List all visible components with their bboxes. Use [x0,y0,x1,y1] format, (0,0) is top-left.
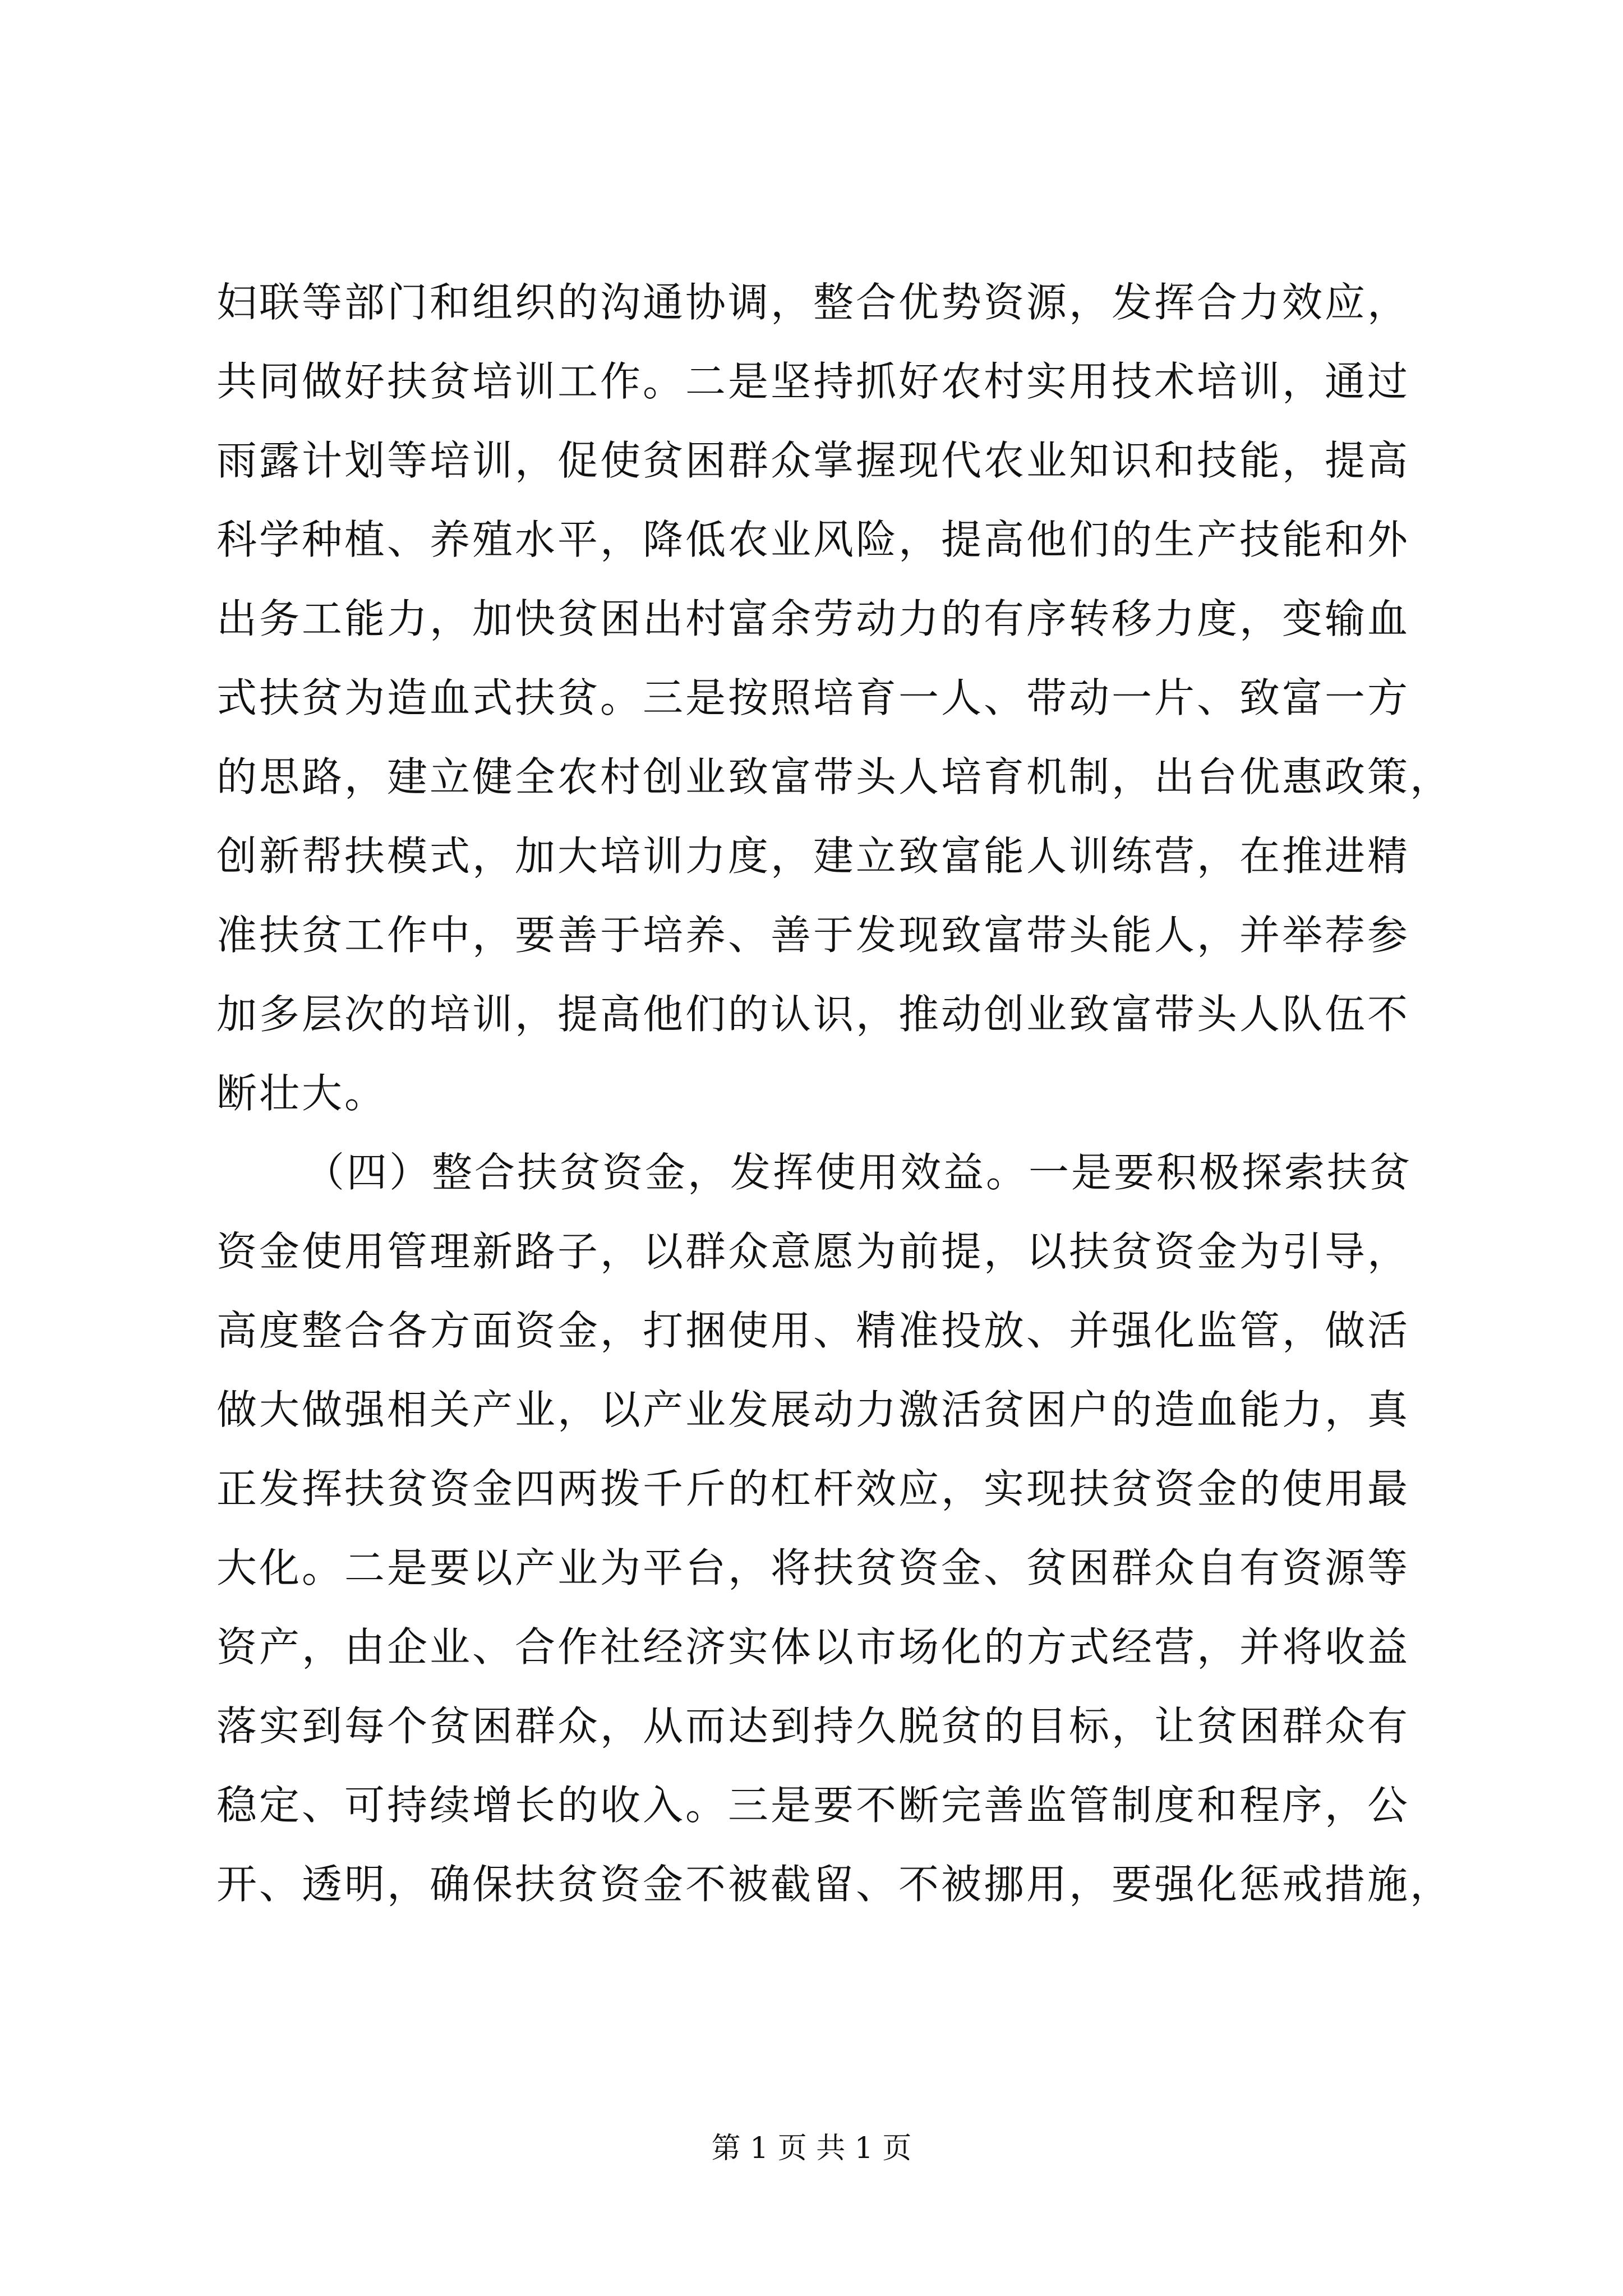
text-line: 妇联等部门和组织的沟通协调，整合优势资源，发挥合力效应， [216,279,1410,326]
text-line: 资产，由企业、合作社经济实体以市场化的方式经营，并将收益 [216,1623,1410,1671]
text-line: 开、透明，确保扶贫资金不被截留、不被挪用，要强化惩戒措施， [216,1861,1453,1908]
text-line: 正发挥扶贫资金四两拨千斤的杠杆效应，实现扶贫资金的使用最 [216,1465,1410,1512]
text-line: 式扶贫为造血式扶贫。三是按照培育一人、带动一片、致富一方 [216,674,1410,721]
text-line: 出务工能力，加快贫困出村富余劳动力的有序转移力度，变输血 [216,595,1410,642]
text-line: 科学种植、养殖水平，降低农业风险，提高他们的生产技能和外 [216,516,1410,563]
text-line: 资金使用管理新路子，以群众意愿为前提，以扶贫资金为引导， [216,1228,1410,1275]
text-line: 准扶贫工作中，要善于培养、善于发现致富带头能人，并举荐参 [216,912,1410,959]
section-heading-line: （四）整合扶贫资金，发挥使用效益。一是要积极探索扶贫 [304,1149,1413,1196]
page-footer: 第 1 页 共 1 页 [711,2132,912,2165]
text-line: 加多层次的培训，提高他们的认识，推动创业致富带头人队伍不 [216,991,1410,1038]
text-line: 大化。二是要以产业为平台，将扶贫资金、贫困群众自有资源等 [216,1544,1410,1591]
text-line: 稳定、可持续增长的收入。三是要不断完善监管制度和程序，公 [216,1782,1410,1829]
text-line: 创新帮扶模式，加大培训力度，建立致富能人训练营，在推进精 [216,832,1410,880]
text-line: 断壮大。 [216,1070,388,1117]
text-line: 的思路，建立健全农村创业致富带头人培育机制，出台优惠政策， [216,753,1453,800]
text-line: 落实到每个贫困群众，从而达到持久脱贫的目标，让贫困群众有 [216,1703,1410,1750]
text-line: 雨露计划等培训，促使贫困群众掌握现代农业知识和技能，提高 [216,437,1410,484]
body-text [216,263,1453,1924]
text-line: 做大做强相关产业，以产业发展动力激活贫困户的造血能力，真 [216,1386,1410,1433]
text-line: 共同做好扶贫培训工作。二是坚持抓好农村实用技术培训，通过 [216,358,1410,405]
text-line: 高度整合各方面资金，打捆使用、精准投放、并强化监管，做活 [216,1307,1410,1354]
